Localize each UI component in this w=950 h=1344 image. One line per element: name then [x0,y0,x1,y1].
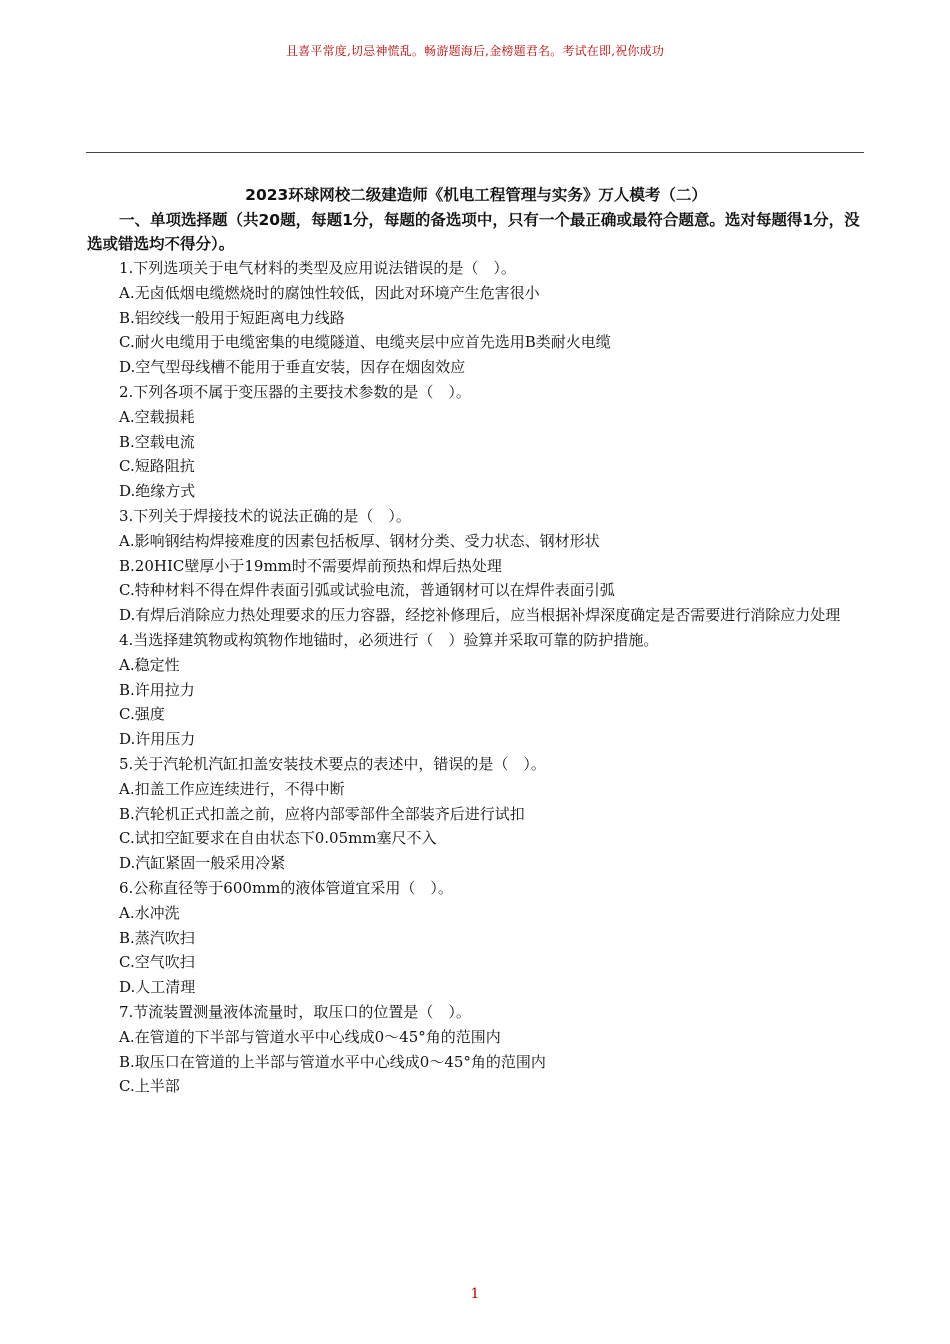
header-motto: 且喜平常度,切忌神慌乱。畅游题海后,金榜题君名。考试在即,祝你成功 [285,44,665,58]
exam-title: 2023环球网校二级建造师《机电工程管理与实务》万人模考（二） [245,186,707,204]
question-stem: 2.下列各项不属于变压器的主要技术参数的是（ ）。 [119,382,471,401]
answer-option: C.耐火电缆用于电缆密集的电缆隧道、电缆夹层中应首先选用B类耐火电缆 [119,333,611,352]
answer-option: B.铝绞线一般用于短距离电力线路 [119,308,345,327]
answer-option: B.20HIC壁厚小于19mm时不需要焊前预热和焊后热处理 [119,556,502,575]
document-body [87,183,865,1099]
page-number: 1 [470,1286,480,1302]
question-list [87,256,865,1099]
answer-option: A.在管道的下半部与管道水平中心线成0～45°角的范围内 [119,1027,501,1046]
answer-option: B.许用拉力 [119,680,195,699]
answer-option: D.许用压力 [119,730,196,749]
question-stem: 4.当选择建筑物或构筑物作地锚时，必须进行（ ）验算并采取可靠的防护措施。 [119,630,659,649]
answer-option: B.汽轮机正式扣盖之前，应将内部零部件全部装齐后进行试扣 [119,804,525,823]
answer-option: D.有焊后消除应力热处理要求的压力容器，经挖补修理后，应当根据补焊深度确定是否需要进行消除应力处理 [119,606,841,625]
answer-option: D.空气型母线槽不能用于垂直安装，因存在烟囱效应 [119,358,466,377]
answer-option: B.蒸汽吹扫 [119,928,195,947]
answer-option: B.取压口在管道的上半部与管道水平中心线成0～45°角的范围内 [119,1052,546,1071]
question-stem: 1.下列选项关于电气材料的类型及应用说法错误的是（ ）。 [119,259,516,277]
answer-option: C.试扣空缸要求在自由状态下0.05mm塞尺不入 [119,829,437,848]
header-divider [86,152,864,153]
answer-option: A.无卤低烟电缆燃烧时的腐蚀性较低，因此对环境产生危害很小 [119,283,540,302]
answer-option: C.空气吹扫 [119,953,195,972]
answer-option: A.水冲洗 [119,903,180,922]
question-stem: 3.下列关于焊接技术的说法正确的是（ ）。 [119,506,411,525]
answer-option: D.汽缸紧固一般采用冷紧 [119,854,286,873]
answer-option: B.空载电流 [119,432,195,451]
answer-option: A.稳定性 [119,655,180,674]
question-stem: 6.公称直径等于600mm的液体管道宜采用（ ）。 [119,878,453,897]
answer-option: A.扣盖工作应连续进行，不得中断 [119,779,345,798]
answer-option: C.短路阻抗 [119,457,195,476]
answer-option: C.特种材料不得在焊件表面引弧或试验电流，普通钢材可以在焊件表面引弧 [119,581,615,600]
question-stem: 7.节流装置测量液体流量时，取压口的位置是（ ）。 [119,1002,471,1021]
answer-option: D.人工清理 [119,978,196,997]
section-heading: 一、单项选择题（共20题，每题1分，每题的备选项中，只有一个最正确或最符合题意。选对每题得1分，没选或错选均不得分）。 [87,211,860,253]
answer-option: C.强度 [119,705,165,724]
answer-option: A.影响钢结构焊接难度的因素包括板厚、钢材分类、受力状态、钢材形状 [119,531,600,550]
answer-option: A.空载损耗 [119,407,195,426]
question-stem: 5.关于汽轮机汽缸扣盖安装技术要点的表述中，错误的是（ ）。 [119,754,546,773]
answer-option: D.绝缘方式 [119,482,196,501]
answer-option: C.上半部 [119,1077,180,1096]
